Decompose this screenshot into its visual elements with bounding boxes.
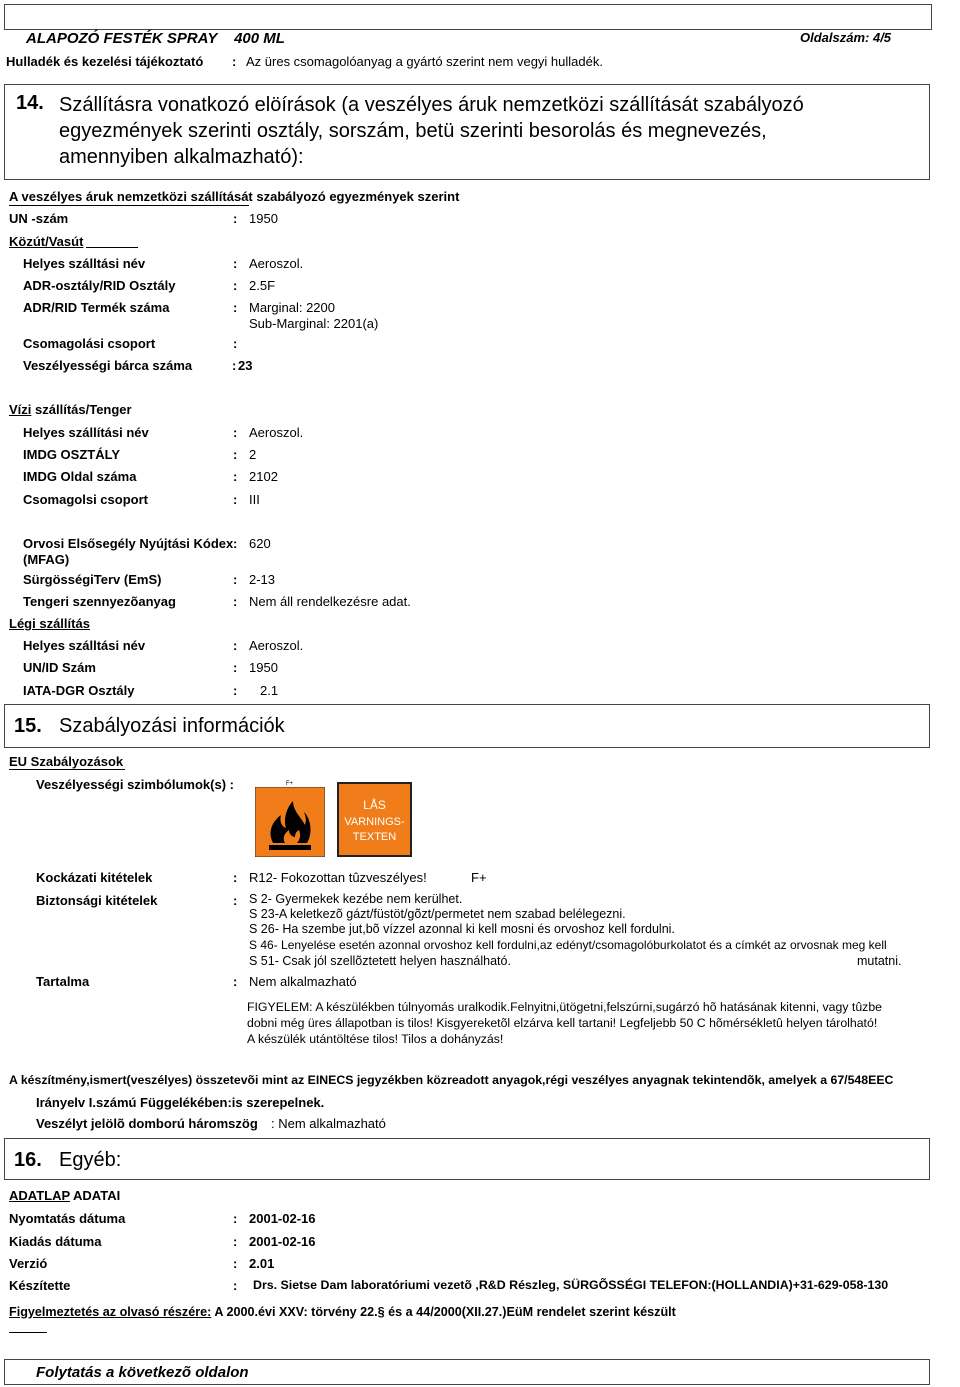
safety-line: S 51- Csak jól szellõztetett helyen használható. bbox=[249, 954, 511, 968]
datasheet-heading: ADATLAP ADATAI bbox=[9, 1188, 121, 1203]
waste-label: Hulladék és kezelési tájékoztató bbox=[6, 54, 204, 69]
warning-label-line-1: LÅS bbox=[363, 798, 386, 812]
colon: : bbox=[233, 1234, 238, 1249]
colon: : bbox=[233, 278, 238, 293]
colon: : bbox=[233, 1211, 238, 1226]
adr-class-label: ADR-osztály/RID Osztály bbox=[23, 278, 176, 293]
packing-group-label: Csomagolási csoport bbox=[23, 336, 156, 351]
einecs-line-2: Irányelv I.számú Függelékében:is szerepelnek. bbox=[36, 1095, 325, 1110]
waste-colon: : bbox=[232, 54, 237, 69]
symbol-code-small: F+ bbox=[286, 781, 294, 787]
risk-phrases-label: Kockázati kitételek bbox=[36, 870, 153, 885]
colon: : bbox=[233, 683, 238, 698]
sea-shipping-name-value: Aeroszol. bbox=[249, 425, 304, 440]
colon: : bbox=[233, 256, 238, 271]
air-heading: Légi szállítás bbox=[9, 616, 90, 631]
colon: : bbox=[233, 469, 238, 484]
einecs-line-1: A készítmény,ismert(veszélyes) összetevõi mint az EINECS jegyzékben közreadott anyagok,régi veszélyes anyagnak tekintendõk, amelyek a 67/548EEC bbox=[9, 1073, 894, 1087]
notice-rule bbox=[9, 1332, 47, 1333]
version-label: Verzió bbox=[9, 1256, 48, 1271]
road-heading: Közút/Vasút bbox=[9, 234, 84, 249]
waste-value: Az üres csomagolóanyag a gyártó szerint nem vegyi hulladék. bbox=[246, 54, 603, 69]
adr-item-value-2: Sub-Marginal: 2201(a) bbox=[249, 316, 379, 331]
safety-phrases-label: Biztonsági kitételek bbox=[36, 893, 158, 908]
marine-pollutant-value: Nem áll rendelkezésre adat. bbox=[249, 594, 411, 609]
risk-phrases-value: R12- Fokozottan tûzveszélyes! bbox=[249, 870, 427, 885]
ems-value: 2-13 bbox=[249, 572, 276, 587]
imdg-class-value: 2 bbox=[249, 447, 257, 462]
colon: : bbox=[233, 300, 238, 315]
colon: : bbox=[233, 572, 238, 587]
iata-class-value: 2.1 bbox=[260, 683, 279, 698]
section-14-number: 14. bbox=[16, 92, 44, 114]
colon: : bbox=[233, 1278, 238, 1293]
safety-line: S 2- Gyermekek kezébe nem kerülhet. bbox=[249, 892, 463, 906]
un-id-label: UN/ID Szám bbox=[23, 660, 96, 675]
un-label: UN -szám bbox=[9, 211, 69, 226]
section-16-number: 16. bbox=[14, 1149, 42, 1171]
colon: : bbox=[233, 336, 238, 351]
eu-heading-rule bbox=[9, 769, 125, 770]
colon: : bbox=[233, 870, 238, 885]
iata-class-label: IATA-DGR Osztály bbox=[23, 683, 135, 698]
un-value: 1950 bbox=[249, 211, 278, 226]
continued-note: Folytatás a következõ oldalon bbox=[36, 1364, 249, 1381]
section-15-title: Szabályozási információk bbox=[59, 715, 285, 737]
mfag-value: 620 bbox=[249, 536, 271, 551]
colon: : bbox=[233, 425, 238, 440]
colon: : bbox=[233, 492, 238, 507]
road-heading-rule bbox=[86, 247, 138, 248]
flammable-symbol-icon bbox=[255, 787, 325, 857]
content-label: Tartalma bbox=[36, 974, 90, 989]
sea-packing-label: Csomagolsi csoport bbox=[23, 492, 148, 507]
hazard-symbols-label: Veszélyességi szimbólumok(s) : bbox=[36, 777, 234, 792]
imdg-page-label: IMDG Oldal száma bbox=[23, 469, 137, 484]
warning-label-symbol bbox=[337, 782, 412, 857]
tactile-warning-label: Veszélyt jelölõ domború háromszög bbox=[36, 1116, 258, 1131]
imdg-class-label: IMDG OSZTÁLY bbox=[23, 447, 121, 462]
imdg-page-value: 2102 bbox=[249, 469, 278, 484]
warning-label-line-3: TEXTEN bbox=[352, 831, 397, 843]
warning-label-line-2: VARNINGS- bbox=[344, 816, 405, 828]
section-16-title: Egyéb: bbox=[59, 1149, 122, 1171]
marine-pollutant-label: Tengeri szennyezõanyag bbox=[23, 594, 176, 609]
colon: : bbox=[233, 594, 238, 609]
pressure-warning-line: dobni még üres állapotban is tilos! Kisgyereketõl elzárva kell tartani! Legfeljebb 50 C hõmérsékletû helyen tárolható! bbox=[247, 1016, 878, 1030]
content-value: Nem alkalmazható bbox=[249, 974, 357, 989]
section-14-title-3: amennyiben alkalmazható): bbox=[59, 146, 304, 168]
subhead-underline bbox=[9, 205, 249, 206]
ems-label: SürgösségiTerv (EmS) bbox=[23, 572, 162, 587]
colon: : bbox=[233, 974, 238, 989]
sea-shipping-name-label: Helyes szállítási név bbox=[23, 425, 149, 440]
risk-code: F+ bbox=[471, 870, 487, 885]
adr-item-value: Marginal: 2200 bbox=[249, 300, 335, 315]
colon: : bbox=[233, 536, 238, 551]
colon: : bbox=[233, 447, 238, 462]
transport-subhead: A veszélyes áruk nemzetközi szállítását szabályozó egyezmények szerint bbox=[9, 189, 460, 204]
colon: : bbox=[232, 358, 237, 373]
reader-notice: Figyelmeztetés az olvasó részére: A 2000.évi XXV: törvény 22.§ és a 44/2000(XII.27.)EüM rendelet szerint készült bbox=[9, 1305, 676, 1319]
section-14-title-1: Szállításra vonatkozó elöírások (a veszélyes áruk nemzetközi szállítását szabályozó bbox=[59, 94, 804, 116]
safety-line-tail: mutatni. bbox=[857, 954, 902, 968]
safety-line: S 23-A keletkezõ gázt/füstöt/gõzt/permetet nem szabad belélegezni. bbox=[249, 907, 626, 921]
print-date-value: 2001-02-16 bbox=[249, 1211, 316, 1226]
air-shipping-name-label: Helyes szálltási név bbox=[23, 638, 146, 653]
pressure-warning-line: FIGYELEM: A készülékben túlnyomás uralkodik.Felnyitni,ütögetni,felszúrni,sugárzó hõ hatásának kitenni, vagy tûzbe bbox=[247, 1000, 883, 1014]
road-shipping-name-label: Helyes szálltási név bbox=[23, 256, 146, 271]
hazard-label-number-value: 23 bbox=[238, 358, 253, 373]
un-id-value: 1950 bbox=[249, 660, 278, 675]
issue-date-value: 2001-02-16 bbox=[249, 1234, 316, 1249]
colon: : bbox=[233, 638, 238, 653]
safety-line: S 46- Lenyelése esetén azonnal orvoshoz kell fordulni,az edényt/csomagolóburkolatot és a címkét az orvosnak meg kell bbox=[249, 938, 887, 952]
issue-date-label: Kiadás dátuma bbox=[9, 1234, 102, 1249]
air-shipping-name-value: Aeroszol. bbox=[249, 638, 304, 653]
colon: : bbox=[233, 1256, 238, 1271]
product-name: ALAPOZÓ FESTÉK SPRAY 400 ML bbox=[26, 30, 285, 47]
pressure-warning-line: A készülék utántöltése tilos! Tilos a dohányzás! bbox=[247, 1032, 504, 1046]
mfag-label-1: Orvosi Elsősegély Nyújtási Kódex bbox=[23, 536, 234, 551]
section-14-title-2: egyezmények szerinti osztály, sorszám, betü szerinti besorolás és megnevezés, bbox=[59, 120, 767, 142]
tactile-warning-value: : Nem alkalmazható bbox=[271, 1116, 386, 1131]
header-box bbox=[4, 4, 932, 30]
sea-packing-value: III bbox=[249, 492, 260, 507]
road-shipping-name-value: Aeroszol. bbox=[249, 256, 304, 271]
page-number: Oldalszám: 4/5 bbox=[800, 30, 892, 45]
print-date-label: Nyomtatás dátuma bbox=[9, 1211, 126, 1226]
author-value: Drs. Sietse Dam laboratóriumi vezetõ ,R&D Részleg, SÜRGÕSSÉGI TELEFON:(HOLLANDIA)+31-629-058-130 bbox=[253, 1278, 889, 1292]
author-label: Készítette bbox=[9, 1278, 71, 1293]
safety-line: S 26- Ha szembe jut,bõ vízzel azonnal ki kell mosni és orvoshoz kell fordulni. bbox=[249, 922, 675, 936]
colon: : bbox=[233, 660, 238, 675]
adr-item-label: ADR/RID Termék száma bbox=[23, 300, 170, 315]
un-colon: : bbox=[233, 211, 238, 226]
mfag-label-2: (MFAG) bbox=[23, 552, 70, 567]
adr-class-value: 2.5F bbox=[249, 278, 276, 293]
colon: : bbox=[233, 893, 238, 908]
section-15-number: 15. bbox=[14, 715, 42, 737]
section-16-header bbox=[4, 1138, 930, 1180]
version-value: 2.01 bbox=[249, 1256, 275, 1271]
sea-heading: Vízi szállítás/Tenger bbox=[9, 402, 132, 417]
eu-regulations-heading: EU Szabályozások bbox=[9, 754, 124, 769]
hazard-label-number-label: Veszélyességi bárca száma bbox=[23, 358, 193, 373]
